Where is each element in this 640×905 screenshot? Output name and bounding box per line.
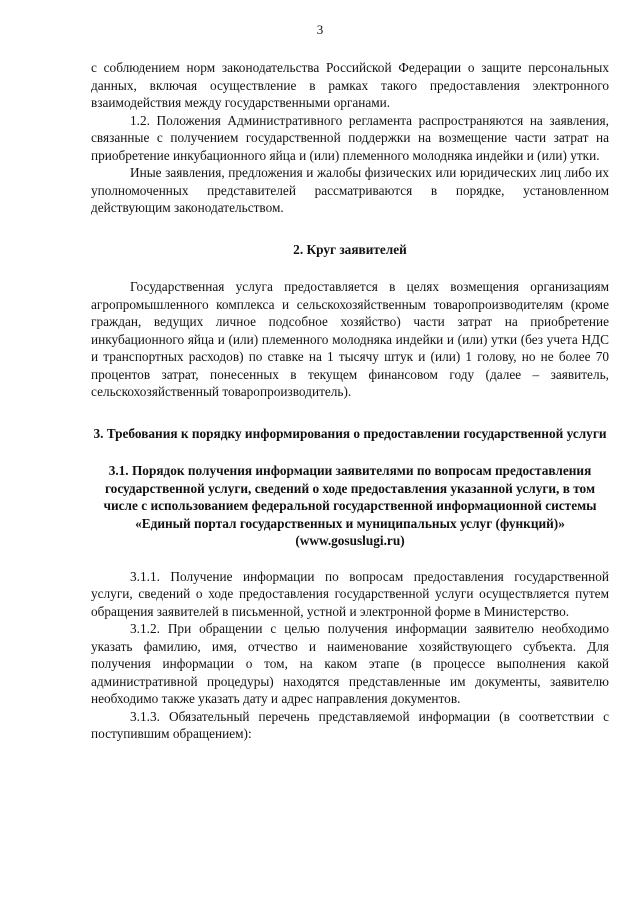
paragraph-3-1-3: 3.1.3. Обязательный перечень представляемой информации (в соответствии с поступившим обращением): xyxy=(91,708,609,741)
paragraph-3-1-2: 3.1.2. При обращении с целью получения информации заявителю необходимо указать фамилию, имя, отчество и наименование хозяйствующего субъекта. Для получения информации о том, на каком этапе (в процессе выполнения какой административной процедуры) находятся представленные им документы, заявителю необходимо также указать дату и адрес направления документов. xyxy=(91,621,609,706)
paragraph-continuation: с соблюдением норм законодательства Российской Федерации о защите персональных данных, включая осуществление в рамках такого предоставления электронного взаимодействия между государственными органами. xyxy=(91,60,609,110)
paragraph-applicants: Государственная услуга предоставляется в целях возмещения организациям агропромышленного комплекса и сельскохозяйственным товаропроизводителям (кроме граждан, ведущих личное подсобное хозяйство) части затрат на приобретение инкубационного яйца и (или) племенного молодняка индейки и (или) утки (без учета НДС и транспортных расходов) по ставке на 1 тысячу штук и (или) 1 голову, но не более 70 процентов затрат, понесенных в текущем финансовом году (далее – заявитель, сельскохозяйственный товаропроизводитель). xyxy=(91,279,609,399)
document-body xyxy=(91,59,609,743)
paragraph-other-requests: Иные заявления, предложения и жалобы физических или юридических лиц либо их уполномоченных представителей рассматриваются в порядке, установленном действующим законодательством. xyxy=(91,165,609,215)
section-3-heading: 3. Требования к порядку информирования о предоставлении государственной услуги xyxy=(93,425,607,441)
paragraph-1-2: 1.2. Положения Административного регламента распространяются на заявления, связанные с получением государственной поддержки на возмещение части затрат на приобретение инкубационного яйца и (или) племенного молодняка индейки и (или) утки. xyxy=(91,112,609,163)
subsection-3-1-heading: 3.1. Порядок получения информации заявителями по вопросам предоставления государственной услуги, сведений о ходе предоставления указанной услуги, в том числе с использованием федеральной государственной информационной системы «Единый портал государственных и муниципальных услуг (функций)» (www.gosuslugi.ru) xyxy=(103,463,597,548)
paragraph-3-1-1: 3.1.1. Получение информации по вопросам предоставления государственной услуги, сведений о ходе предоставления государственной услуги осуществляется путем обращения заявителей в письменной, устной и электронной форме в Министерство. xyxy=(91,568,609,619)
section-2-heading: 2. Круг заявителей xyxy=(293,241,407,257)
page-number: 3 xyxy=(316,22,324,37)
